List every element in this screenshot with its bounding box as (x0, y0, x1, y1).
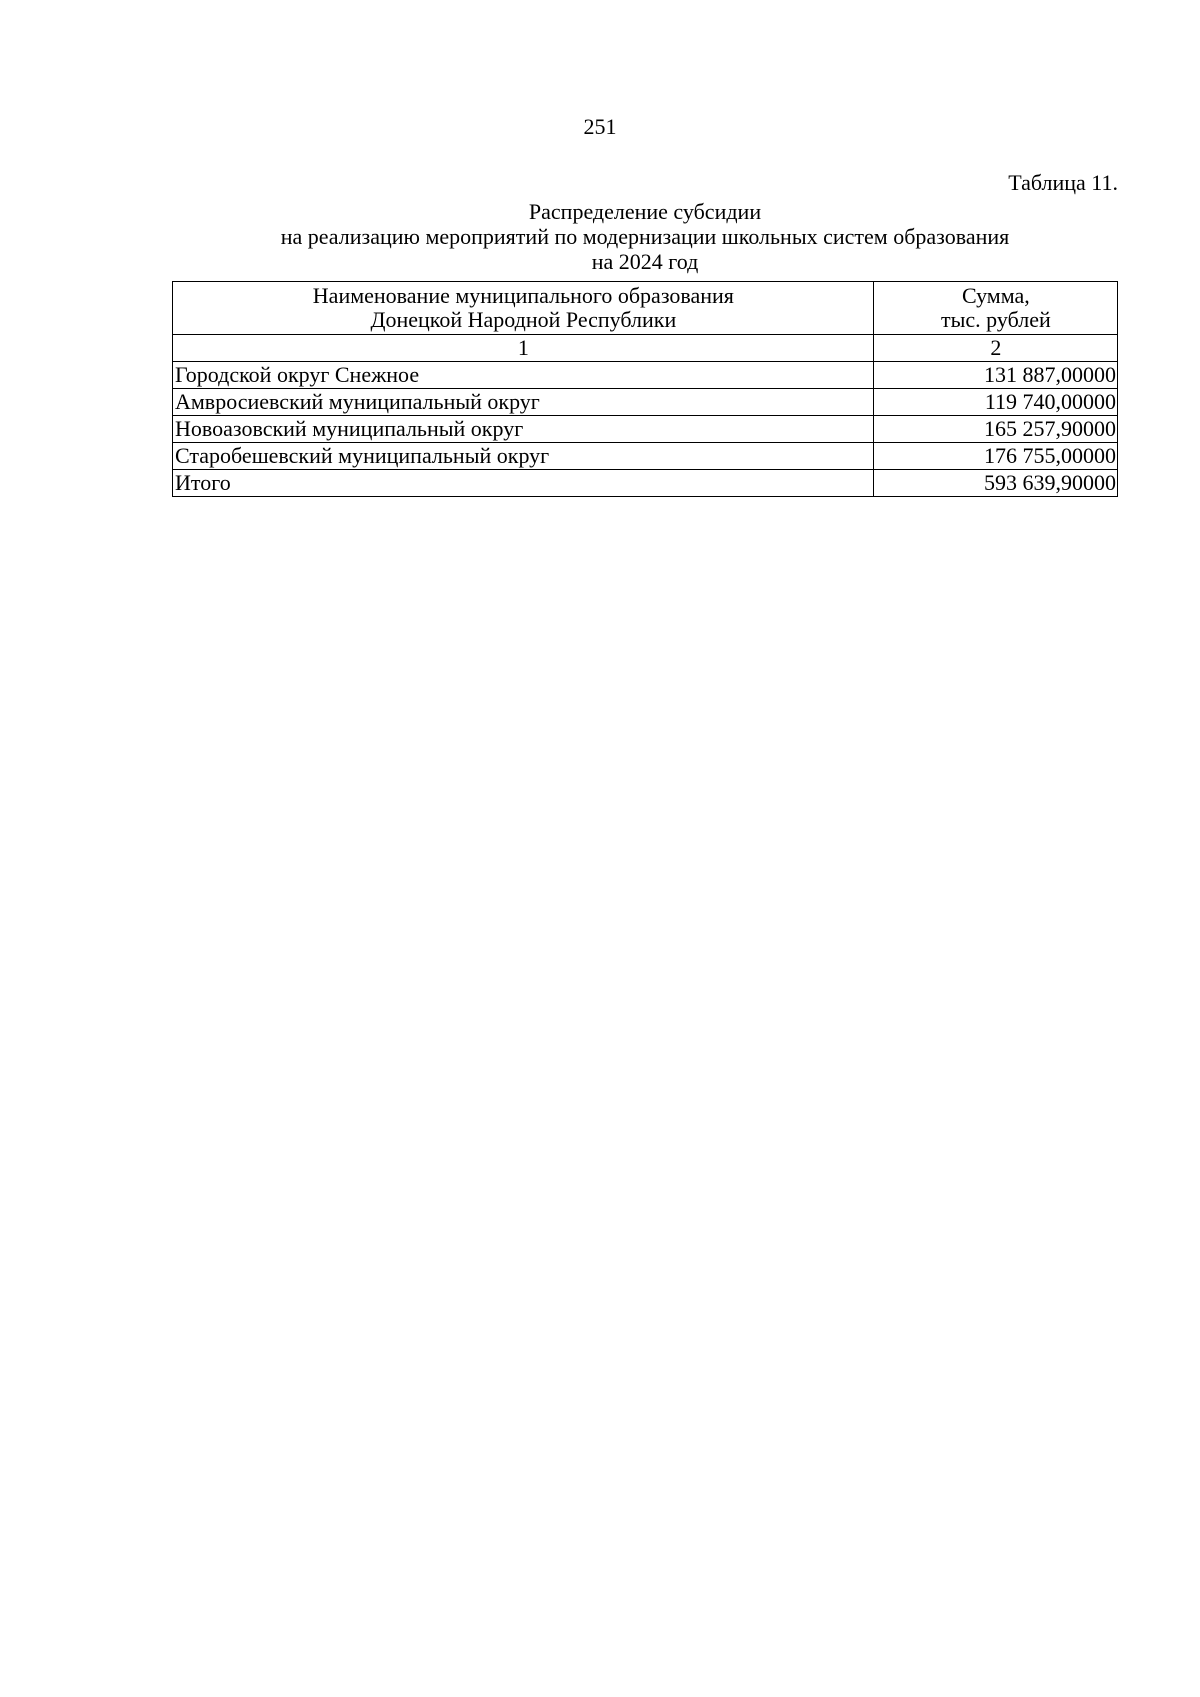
header-municipality-line-2: Донецкой Народной Республики (370, 307, 677, 332)
row-sum: 165 257,90000 (873, 416, 1117, 443)
header-municipality-line-1: Наименование муниципального образования (312, 283, 734, 308)
table-row (173, 362, 1118, 389)
row-sum: 131 887,00000 (873, 362, 1117, 389)
row-municipality: Городской округ Снежное (173, 362, 874, 389)
title-line-1: Распределение субсидии (528, 199, 762, 224)
page-number: 251 (583, 114, 617, 139)
total-sum: 593 639,90000 (873, 470, 1117, 497)
table-row (173, 443, 1118, 470)
column-number-1: 1 (173, 335, 874, 362)
table-header-row (173, 282, 1118, 335)
row-municipality: Амвросиевский муниципальный округ (173, 389, 874, 416)
table-total-row (173, 470, 1118, 497)
total-label: Итого (173, 470, 874, 497)
row-municipality: Старобешевский муниципальный округ (173, 443, 874, 470)
header-sum-line-1: Сумма, (961, 283, 1030, 308)
table-row (173, 389, 1118, 416)
header-municipality (173, 282, 874, 335)
subsidy-table (172, 281, 1118, 497)
row-sum: 119 740,00000 (873, 389, 1117, 416)
title-line-3: на 2024 год (591, 249, 699, 274)
title-line-2: на реализацию мероприятий по модернизации школьных систем образования (280, 224, 1010, 249)
row-sum: 176 755,00000 (873, 443, 1117, 470)
table-title (172, 199, 1118, 274)
row-municipality: Новоазовский муниципальный округ (173, 416, 874, 443)
column-number-2: 2 (873, 335, 1117, 362)
table-label: Таблица 11. (1008, 170, 1118, 195)
header-sum-line-2: тыс. рублей (940, 307, 1051, 332)
column-number-row (173, 335, 1118, 362)
header-sum (873, 282, 1117, 335)
table-row (173, 416, 1118, 443)
